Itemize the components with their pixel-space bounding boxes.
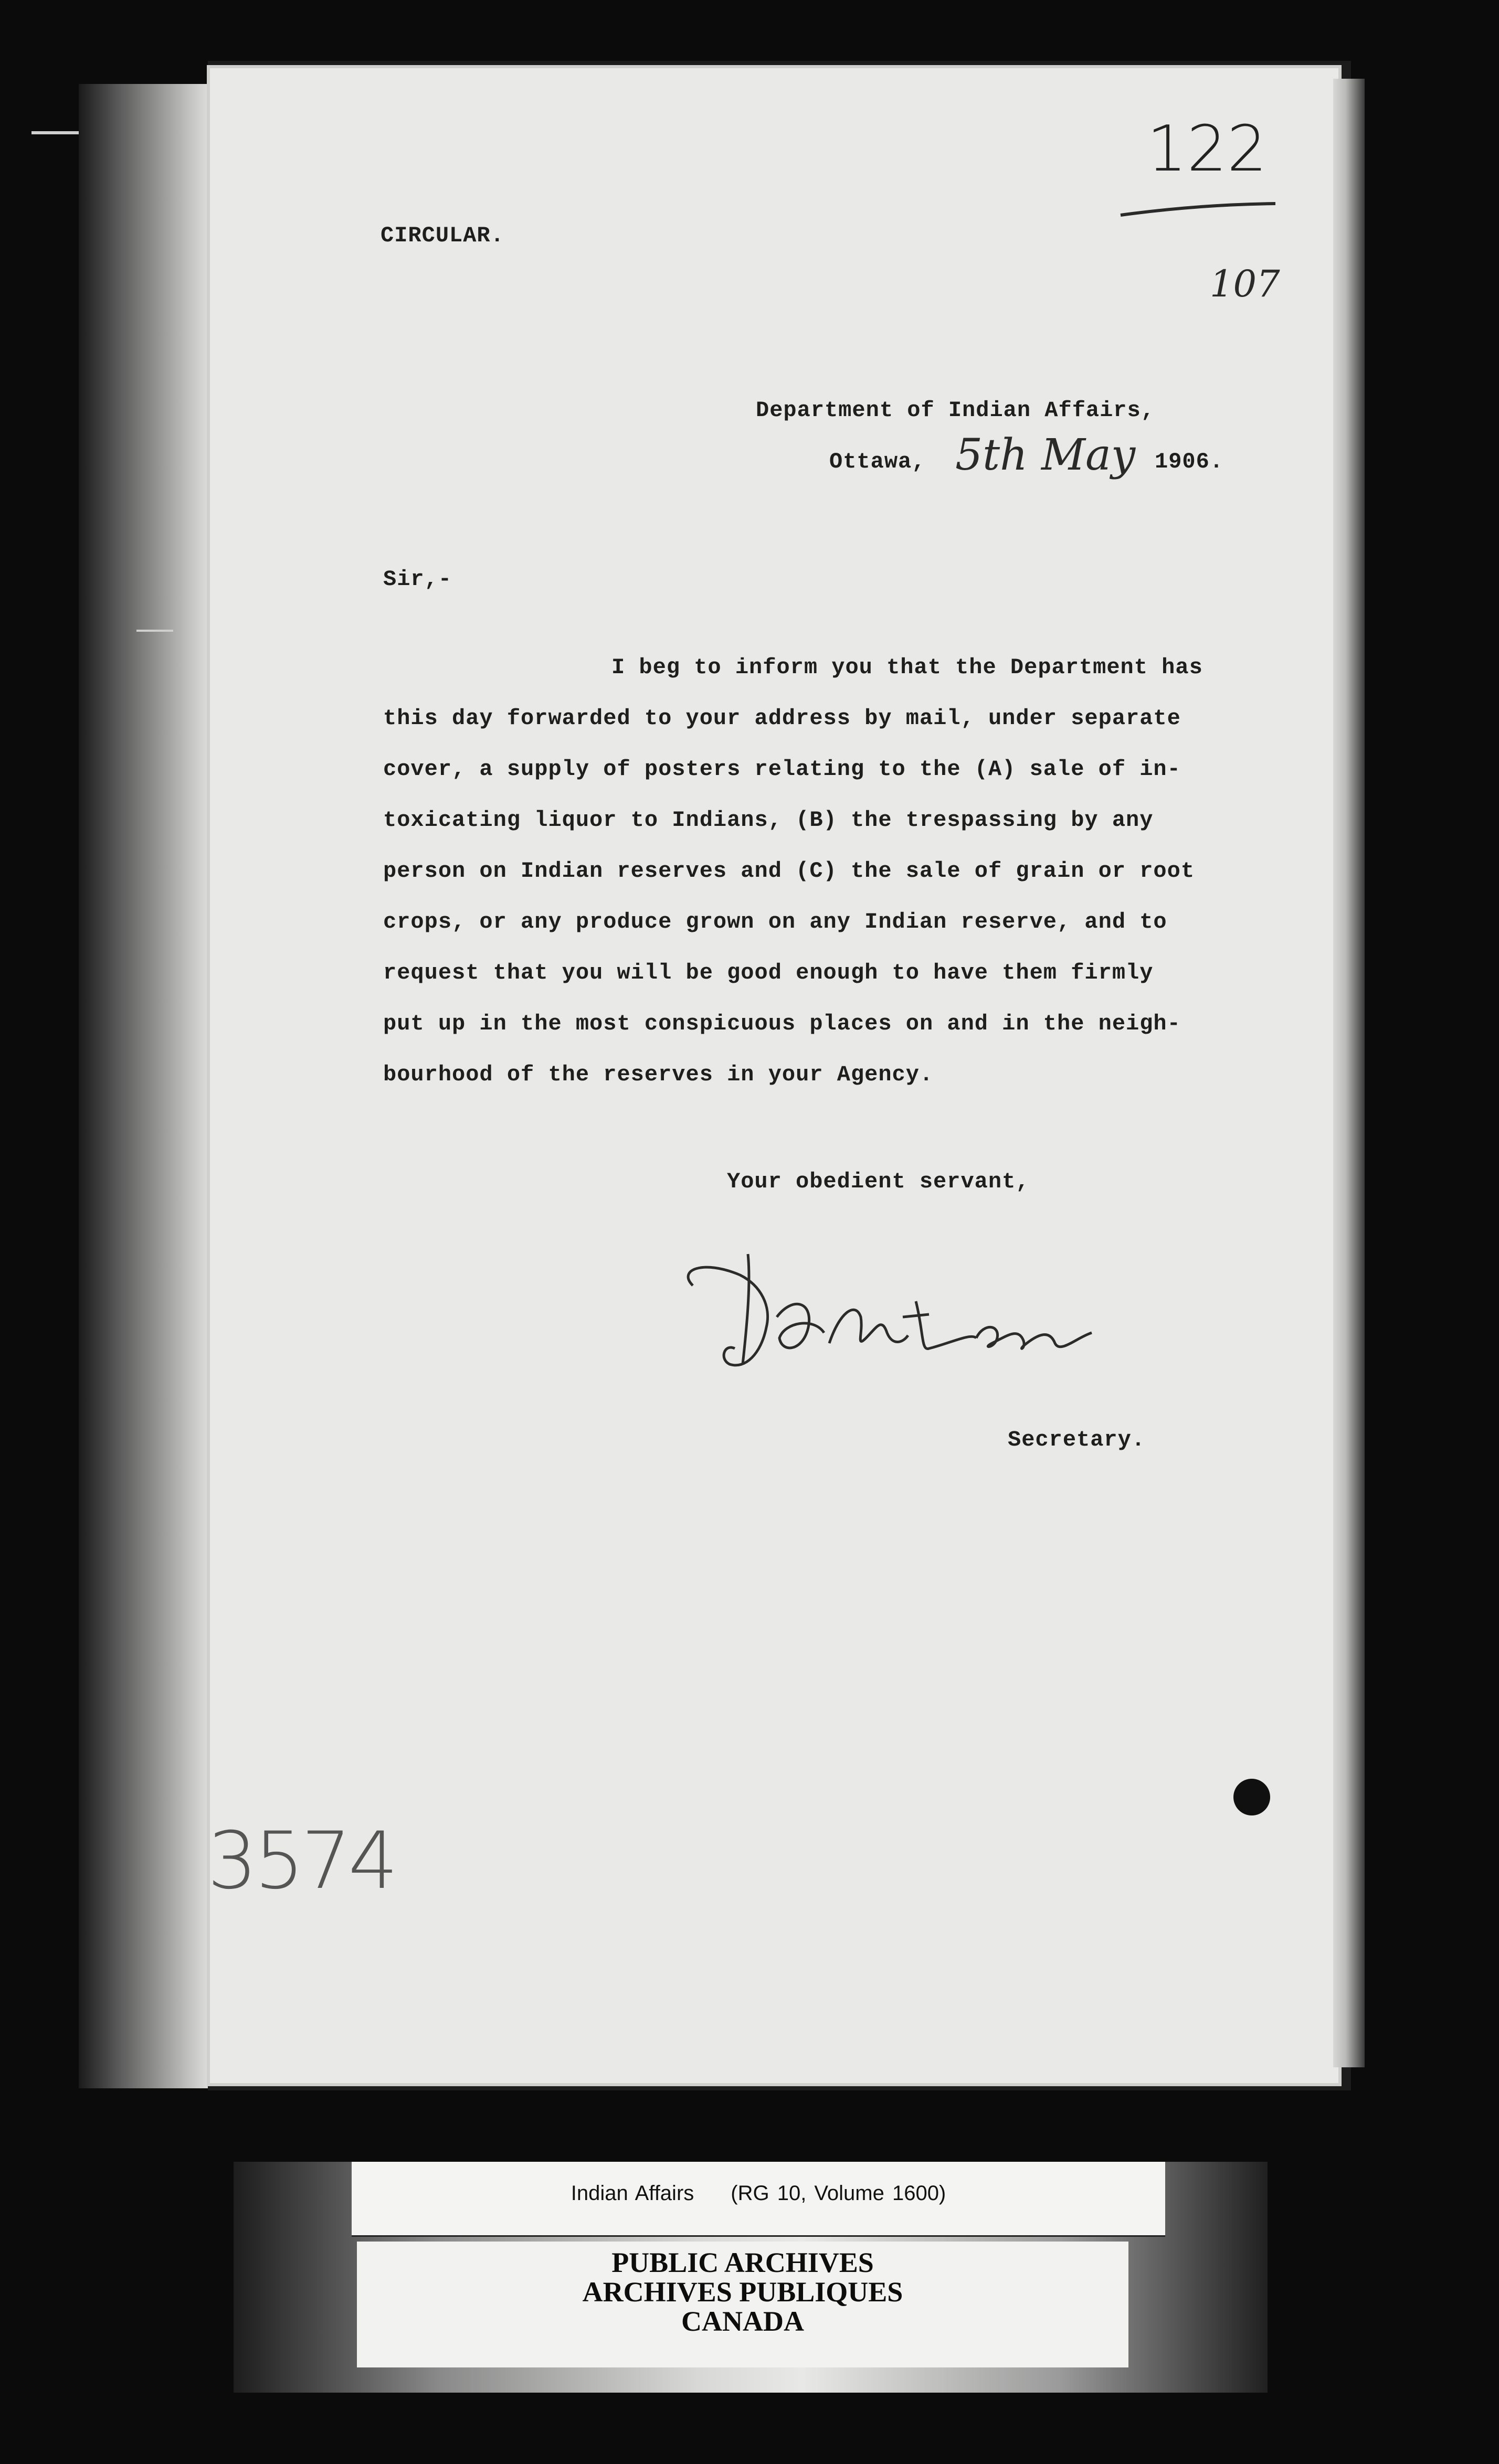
place-line: Ottawa, [829, 449, 926, 474]
page-number: 107 [1210, 262, 1280, 305]
archive-line-english: PUBLIC ARCHIVES [611, 2247, 874, 2278]
body-line: put up in the most conspicuous places on and in the neigh- [383, 1011, 1181, 1036]
collection-name: Indian Affairs [571, 2182, 694, 2205]
archive-line-french: ARCHIVES PUBLIQUES [582, 2276, 903, 2308]
folio-underline [1118, 199, 1281, 220]
handwritten-date: 5th May [955, 430, 1136, 480]
body-line: request that you will be good enough to have them firmly [383, 960, 1154, 985]
closing: Your obedient servant, [727, 1169, 1030, 1194]
body-line: bourhood of the reserves in your Agency. [383, 1062, 934, 1087]
folio-number: 122 [1147, 113, 1268, 186]
body-line: toxicating liquor to Indians, (B) the trespassing by any [383, 808, 1154, 833]
circular-heading: CIRCULAR. [381, 223, 504, 248]
archive-reference-label [352, 2162, 1165, 2237]
body-line: this day forwarded to your address by mail, under separate [383, 706, 1181, 731]
page-edge-right [1333, 79, 1365, 2067]
page-shadow-left [79, 84, 213, 2088]
body-line: cover, a supply of posters relating to the (A) sale of in- [383, 757, 1181, 782]
signatory-title: Secretary. [1008, 1427, 1146, 1452]
salutation: Sir,- [383, 567, 452, 592]
archive-line-country: CANADA [681, 2306, 804, 2337]
body-line: I beg to inform you that the Department has [611, 655, 1203, 680]
punch-hole [1233, 1779, 1270, 1815]
body-line: crops, or any produce grown on any Indian reserve, and to [383, 909, 1167, 934]
department-line: Department of Indian Affairs, [756, 398, 1155, 423]
archives-stamp-label [357, 2242, 1128, 2367]
scan-mark [31, 131, 79, 134]
body-line: person on Indian reserves and (C) the sale of grain or root [383, 858, 1195, 884]
handwritten-signature [656, 1238, 1118, 1385]
scan-mark [136, 630, 173, 632]
year: 1906. [1155, 449, 1224, 474]
volume-reference: (RG 10, Volume 1600) [731, 2182, 946, 2205]
margin-number: 3574 [207, 1815, 395, 1907]
